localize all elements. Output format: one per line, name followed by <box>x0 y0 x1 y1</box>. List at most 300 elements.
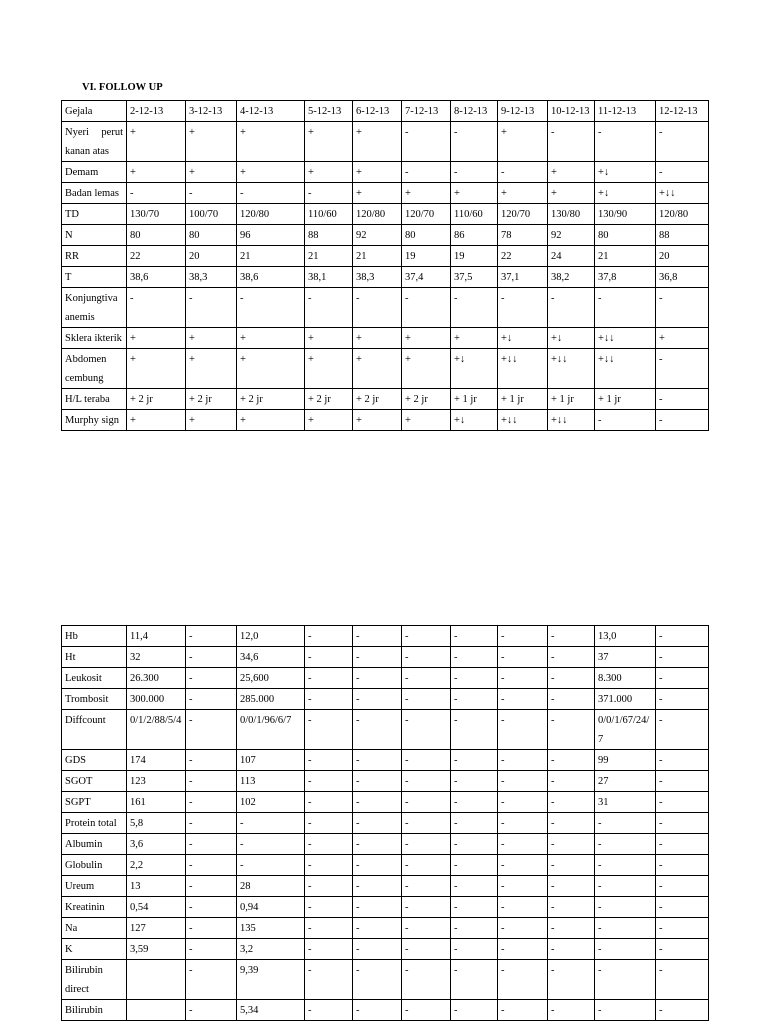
table-cell: 100/70 <box>186 204 237 225</box>
table-cell: 113 <box>237 771 305 792</box>
table-cell: - <box>548 710 595 750</box>
table-cell: - <box>353 792 402 813</box>
table-cell: 3,6 <box>127 834 186 855</box>
table-cell: 99 <box>595 750 656 771</box>
table-cell: +↓↓ <box>595 328 656 349</box>
table-cell: - <box>498 750 548 771</box>
table-cell: + <box>186 328 237 349</box>
table-cell: - <box>402 960 451 1000</box>
table-cell: + <box>186 410 237 431</box>
table-cell: - <box>451 122 498 162</box>
table-cell: - <box>548 918 595 939</box>
table-cell: - <box>402 876 451 897</box>
row-label: T <box>62 267 127 288</box>
table-cell: - <box>305 288 353 328</box>
table-cell: - <box>451 647 498 668</box>
table-cell: - <box>548 939 595 960</box>
table-cell: 13,0 <box>595 626 656 647</box>
table-cell: - <box>353 939 402 960</box>
table-cell: - <box>595 834 656 855</box>
table-cell: - <box>656 960 709 1000</box>
table-cell: 120/80 <box>237 204 305 225</box>
table-cell: 25,600 <box>237 668 305 689</box>
column-header: 5-12-13 <box>305 101 353 122</box>
table-cell: 26.300 <box>127 668 186 689</box>
table-cell: 8.300 <box>595 668 656 689</box>
row-label: Diffcount <box>62 710 127 750</box>
row-label: SGOT <box>62 771 127 792</box>
table-cell: - <box>656 918 709 939</box>
table-row <box>62 813 709 834</box>
table-cell: - <box>498 960 548 1000</box>
table-cell: - <box>402 897 451 918</box>
row-label: Badan lemas <box>62 183 127 204</box>
table-cell: - <box>186 1000 237 1021</box>
table-cell: - <box>498 834 548 855</box>
row-label: H/L teraba <box>62 389 127 410</box>
table-cell: - <box>498 1000 548 1021</box>
table-cell: - <box>305 750 353 771</box>
table-cell: 120/70 <box>498 204 548 225</box>
table-cell: 123 <box>127 771 186 792</box>
row-label: N <box>62 225 127 246</box>
row-label: Ureum <box>62 876 127 897</box>
table-cell: - <box>451 897 498 918</box>
table-cell: - <box>237 834 305 855</box>
row-label: Bilirubin direct <box>62 960 127 1000</box>
table-cell: - <box>305 813 353 834</box>
table-cell: + <box>237 349 305 389</box>
table-cell: 130/70 <box>127 204 186 225</box>
table-cell: 0,94 <box>237 897 305 918</box>
table-row <box>62 246 709 267</box>
table-cell: 34,6 <box>237 647 305 668</box>
table-cell: 86 <box>451 225 498 246</box>
table-cell: + <box>451 328 498 349</box>
table-cell: - <box>186 834 237 855</box>
table-cell: - <box>402 122 451 162</box>
table-cell: + <box>237 122 305 162</box>
table-cell: +↓ <box>498 328 548 349</box>
table-cell: - <box>305 771 353 792</box>
table-cell: - <box>305 183 353 204</box>
table-row <box>62 771 709 792</box>
row-label: Globulin <box>62 855 127 876</box>
table-cell: + 1 jr <box>451 389 498 410</box>
table-cell: - <box>656 689 709 710</box>
table-cell: - <box>186 792 237 813</box>
table-cell: + <box>353 122 402 162</box>
table-cell: - <box>186 647 237 668</box>
table-cell: - <box>451 939 498 960</box>
row-label: Ht <box>62 647 127 668</box>
table-cell: +↓↓ <box>595 349 656 389</box>
table-cell: + <box>127 122 186 162</box>
table-cell: - <box>548 834 595 855</box>
table-cell: 38,3 <box>186 267 237 288</box>
table-cell: +↓↓ <box>548 410 595 431</box>
table-cell: - <box>402 668 451 689</box>
table-cell: 5,34 <box>237 1000 305 1021</box>
table-cell: 24 <box>548 246 595 267</box>
table-row <box>62 689 709 710</box>
table-cell: 12,0 <box>237 626 305 647</box>
table-cell: - <box>186 918 237 939</box>
table-cell: - <box>353 710 402 750</box>
table-cell: + <box>353 328 402 349</box>
table-cell: - <box>353 668 402 689</box>
table-cell: - <box>595 1000 656 1021</box>
table-cell: 0/1/2/88/5/4 <box>127 710 186 750</box>
table-cell: 13 <box>127 876 186 897</box>
table-cell: + <box>548 162 595 183</box>
row-label: RR <box>62 246 127 267</box>
table-cell: - <box>656 813 709 834</box>
row-label: Demam <box>62 162 127 183</box>
table-cell: 19 <box>451 246 498 267</box>
table-cell: 127 <box>127 918 186 939</box>
table-row <box>62 328 709 349</box>
table-cell: 0/0/1/96/6/7 <box>237 710 305 750</box>
table-cell: - <box>305 834 353 855</box>
table-cell: - <box>186 183 237 204</box>
table-cell: - <box>548 1000 595 1021</box>
table-cell: - <box>186 960 237 1000</box>
table-cell: - <box>237 855 305 876</box>
row-label: TD <box>62 204 127 225</box>
table-cell: 130/80 <box>548 204 595 225</box>
table-cell: + 2 jr <box>237 389 305 410</box>
table-cell: 31 <box>595 792 656 813</box>
table-cell: - <box>402 1000 451 1021</box>
table-cell: - <box>548 668 595 689</box>
table-cell: - <box>353 1000 402 1021</box>
row-label: Hb <box>62 626 127 647</box>
table-cell: 32 <box>127 647 186 668</box>
table-header-row <box>62 101 709 122</box>
table-cell: - <box>656 1000 709 1021</box>
table-cell: - <box>498 918 548 939</box>
row-label: GDS <box>62 750 127 771</box>
table-cell: - <box>548 689 595 710</box>
table-cell: - <box>305 855 353 876</box>
table-cell: - <box>656 668 709 689</box>
table-cell: - <box>656 939 709 960</box>
table-cell: - <box>305 1000 353 1021</box>
table-cell: 120/80 <box>656 204 709 225</box>
table-cell: 21 <box>305 246 353 267</box>
table-cell <box>127 960 186 1000</box>
table-cell: 80 <box>127 225 186 246</box>
table-cell: - <box>451 960 498 1000</box>
table-cell: - <box>656 122 709 162</box>
table-cell: - <box>548 288 595 328</box>
column-header: Gejala <box>62 101 127 122</box>
table-row <box>62 855 709 876</box>
table-cell: - <box>595 122 656 162</box>
table-cell: 174 <box>127 750 186 771</box>
table-cell: - <box>595 813 656 834</box>
column-header: 7-12-13 <box>402 101 451 122</box>
table-cell: - <box>498 647 548 668</box>
table-cell: 161 <box>127 792 186 813</box>
row-label: Abdomen cembung <box>62 349 127 389</box>
table-cell: - <box>548 897 595 918</box>
table-cell: + <box>353 162 402 183</box>
table-cell: + <box>402 349 451 389</box>
table-cell: 19 <box>402 246 451 267</box>
table-cell: - <box>402 813 451 834</box>
column-header: 2-12-13 <box>127 101 186 122</box>
row-label: Bilirubin <box>62 1000 127 1021</box>
table-cell: - <box>353 834 402 855</box>
table-cell: +↓↓ <box>498 410 548 431</box>
table-cell: - <box>656 626 709 647</box>
table-cell: - <box>656 792 709 813</box>
table-cell: 27 <box>595 771 656 792</box>
table-cell: 38,6 <box>127 267 186 288</box>
table-cell: - <box>237 813 305 834</box>
column-header: 3-12-13 <box>186 101 237 122</box>
table-cell: - <box>498 689 548 710</box>
table-cell: - <box>353 771 402 792</box>
table-cell: 22 <box>498 246 548 267</box>
table-cell: +↓ <box>595 162 656 183</box>
table-cell: 371.000 <box>595 689 656 710</box>
table-cell: - <box>595 855 656 876</box>
table-cell: 110/60 <box>305 204 353 225</box>
table-cell: 21 <box>237 246 305 267</box>
table-cell: - <box>656 410 709 431</box>
table-cell: - <box>656 876 709 897</box>
table-cell: + <box>305 349 353 389</box>
column-header: 6-12-13 <box>353 101 402 122</box>
row-label: K <box>62 939 127 960</box>
table-cell: - <box>451 813 498 834</box>
table-cell: - <box>402 626 451 647</box>
table-cell: 120/70 <box>402 204 451 225</box>
table-cell: - <box>498 792 548 813</box>
table-cell: - <box>186 897 237 918</box>
table-cell: - <box>595 288 656 328</box>
row-label: Sklera ikterik <box>62 328 127 349</box>
table-cell: - <box>402 288 451 328</box>
table-row <box>62 939 709 960</box>
table-cell: 22 <box>127 246 186 267</box>
table-cell: - <box>305 918 353 939</box>
column-header: 10-12-13 <box>548 101 595 122</box>
column-header: 9-12-13 <box>498 101 548 122</box>
table-cell: + 1 jr <box>548 389 595 410</box>
table-cell: - <box>353 647 402 668</box>
table-cell: 21 <box>595 246 656 267</box>
table-cell: - <box>656 710 709 750</box>
table-cell: + <box>402 328 451 349</box>
row-label: Albumin <box>62 834 127 855</box>
table-cell: - <box>498 897 548 918</box>
table-cell: - <box>498 813 548 834</box>
table-cell: - <box>402 162 451 183</box>
table-cell: +↓ <box>595 183 656 204</box>
table-cell: - <box>656 897 709 918</box>
table-cell: - <box>451 750 498 771</box>
table-cell: - <box>305 626 353 647</box>
table-cell: - <box>451 834 498 855</box>
table-cell: 300.000 <box>127 689 186 710</box>
table-cell: - <box>353 689 402 710</box>
table-cell: 38,3 <box>353 267 402 288</box>
table-cell: +↓ <box>451 349 498 389</box>
table-cell: - <box>305 792 353 813</box>
table-cell: - <box>451 855 498 876</box>
table-cell: +↓↓ <box>656 183 709 204</box>
table-cell: - <box>451 771 498 792</box>
row-label: Leukosit <box>62 668 127 689</box>
table-cell: - <box>548 876 595 897</box>
table-cell: + <box>186 162 237 183</box>
table-cell: 11,4 <box>127 626 186 647</box>
table-cell: - <box>402 647 451 668</box>
column-header: 11-12-13 <box>595 101 656 122</box>
table-cell: + <box>656 328 709 349</box>
table-cell: - <box>186 750 237 771</box>
table-cell: - <box>451 918 498 939</box>
row-label: Nyeri perut kanan atas <box>62 122 127 162</box>
table-cell: + 1 jr <box>595 389 656 410</box>
table-cell: - <box>186 813 237 834</box>
table-cell: 92 <box>548 225 595 246</box>
table-cell: + <box>305 410 353 431</box>
table-cell: - <box>548 626 595 647</box>
table-cell: - <box>498 855 548 876</box>
table-cell: 130/90 <box>595 204 656 225</box>
table-row <box>62 1000 709 1021</box>
table-cell: + <box>127 410 186 431</box>
table-cell: + <box>186 349 237 389</box>
table-cell: 37,8 <box>595 267 656 288</box>
table-cell: 120/80 <box>353 204 402 225</box>
table-cell: - <box>305 689 353 710</box>
table-cell: - <box>402 689 451 710</box>
table-cell: - <box>498 939 548 960</box>
table-cell: - <box>305 897 353 918</box>
table-cell: - <box>305 939 353 960</box>
table-cell: + <box>402 183 451 204</box>
table-cell: +↓↓ <box>498 349 548 389</box>
table-cell: + <box>451 183 498 204</box>
table-cell: - <box>353 855 402 876</box>
table-cell: - <box>402 834 451 855</box>
table-cell: + 2 jr <box>186 389 237 410</box>
table-cell: - <box>305 710 353 750</box>
table-cell: - <box>353 288 402 328</box>
table-cell: - <box>656 855 709 876</box>
table-cell: - <box>595 876 656 897</box>
table-row <box>62 834 709 855</box>
table-row <box>62 122 709 162</box>
table-row <box>62 410 709 431</box>
table-cell: 36,8 <box>656 267 709 288</box>
table-cell: + <box>186 122 237 162</box>
table-cell: 37 <box>595 647 656 668</box>
table-cell: - <box>548 750 595 771</box>
table-cell: + 1 jr <box>498 389 548 410</box>
table-cell: - <box>353 876 402 897</box>
table-cell: - <box>237 183 305 204</box>
table-cell: - <box>186 626 237 647</box>
table-cell: 37,4 <box>402 267 451 288</box>
table-row <box>62 710 709 750</box>
table-cell: - <box>656 288 709 328</box>
table-cell: 20 <box>186 246 237 267</box>
table-cell: - <box>186 689 237 710</box>
table-cell: - <box>451 689 498 710</box>
table-cell: - <box>305 668 353 689</box>
table-cell: 37,1 <box>498 267 548 288</box>
column-header: 8-12-13 <box>451 101 498 122</box>
row-label: Protein total <box>62 813 127 834</box>
table-cell: - <box>402 855 451 876</box>
table-cell: - <box>186 876 237 897</box>
table-cell: + <box>498 183 548 204</box>
table-cell: + <box>353 410 402 431</box>
table-cell: - <box>451 1000 498 1021</box>
table-cell: - <box>127 288 186 328</box>
table-row <box>62 267 709 288</box>
table-cell: + <box>127 162 186 183</box>
table-cell: - <box>186 288 237 328</box>
table-cell: - <box>402 771 451 792</box>
table-cell: - <box>656 349 709 389</box>
table-cell: 80 <box>186 225 237 246</box>
table-cell: - <box>451 626 498 647</box>
table-cell: 38,1 <box>305 267 353 288</box>
table-cell: + <box>353 183 402 204</box>
table-cell: - <box>595 918 656 939</box>
table-cell: 0/0/1/67/24/7 <box>595 710 656 750</box>
table-row <box>62 389 709 410</box>
table-cell: - <box>656 647 709 668</box>
table-row <box>62 183 709 204</box>
table-cell: - <box>498 668 548 689</box>
table-cell: - <box>498 876 548 897</box>
table-cell: - <box>402 710 451 750</box>
table-cell: - <box>451 162 498 183</box>
table-cell: - <box>186 710 237 750</box>
table-cell: - <box>353 918 402 939</box>
table-cell: - <box>656 834 709 855</box>
table-cell: 107 <box>237 750 305 771</box>
table-cell: - <box>451 876 498 897</box>
table-cell: 9,39 <box>237 960 305 1000</box>
table-cell: - <box>656 162 709 183</box>
table-cell: 38,6 <box>237 267 305 288</box>
table-cell: + 2 jr <box>305 389 353 410</box>
table-cell: - <box>237 288 305 328</box>
table-row <box>62 204 709 225</box>
row-label: Na <box>62 918 127 939</box>
table-cell: - <box>498 626 548 647</box>
table-cell: - <box>353 750 402 771</box>
followup-table <box>61 100 709 431</box>
table-row <box>62 288 709 328</box>
column-header: 4-12-13 <box>237 101 305 122</box>
table-cell: 28 <box>237 876 305 897</box>
table-cell: - <box>656 389 709 410</box>
table-cell: - <box>548 792 595 813</box>
table-cell: - <box>451 792 498 813</box>
table-cell: 135 <box>237 918 305 939</box>
